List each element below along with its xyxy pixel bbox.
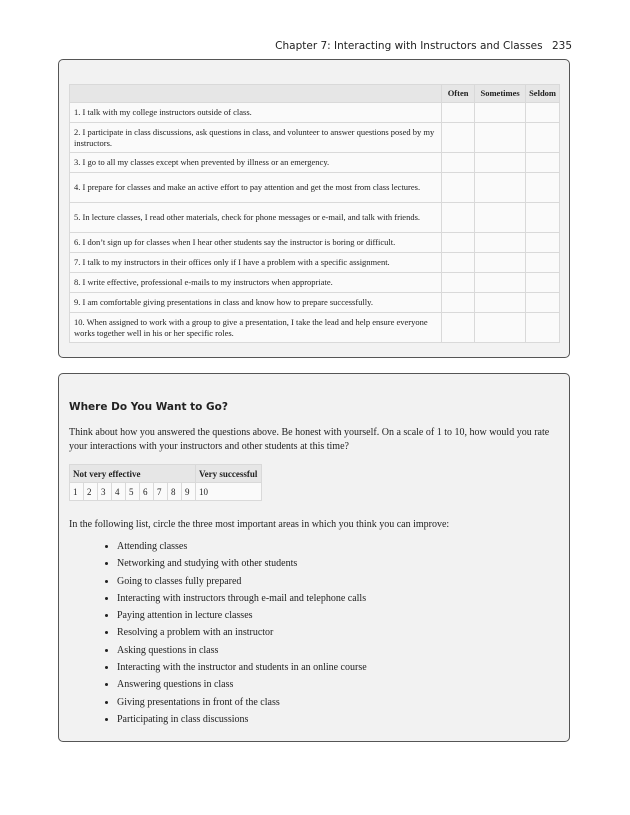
- answer-cell-seldom[interactable]: [526, 153, 560, 173]
- question-text: 9. I am comfortable giving presentations in class and know how to prepare successfully.: [70, 293, 442, 313]
- rating-option[interactable]: 6: [140, 483, 154, 501]
- list-item[interactable]: • Resolving a problem with an instructor: [117, 624, 367, 641]
- list-item[interactable]: • Paying attention in lecture classes: [117, 607, 367, 624]
- self-assessment-table: [69, 84, 560, 343]
- question-text: 2. I participate in class discussions, ask questions in class, and volunteer to answer questions posed by my instructors.: [70, 123, 442, 153]
- list-item[interactable]: • Participating in class discussions: [117, 711, 367, 728]
- table-row: [70, 293, 560, 313]
- list-item[interactable]: • Attending classes: [117, 538, 367, 555]
- table-row: [70, 313, 560, 343]
- answer-cell-sometimes[interactable]: [475, 253, 526, 273]
- self-assessment-box: [58, 59, 570, 358]
- answer-cell-sometimes[interactable]: [475, 173, 526, 203]
- rating-option[interactable]: 4: [112, 483, 126, 501]
- rating-scale-header-row: [70, 465, 262, 483]
- answer-cell-seldom[interactable]: [526, 313, 560, 343]
- question-text: 4. I prepare for classes and make an active effort to pay attention and get the most from class lectures.: [70, 173, 442, 203]
- table-header-row: [70, 85, 560, 103]
- answer-cell-often[interactable]: [442, 153, 475, 173]
- table-row: [70, 203, 560, 233]
- column-header-often: Often: [442, 85, 475, 103]
- rating-option[interactable]: 9: [182, 483, 196, 501]
- table-row: [70, 123, 560, 153]
- rating-option[interactable]: 7: [154, 483, 168, 501]
- answer-cell-often[interactable]: [442, 203, 475, 233]
- high-label: Very successful: [196, 465, 262, 483]
- column-header-question: [70, 85, 442, 103]
- list-item[interactable]: • Going to classes fully prepared: [117, 573, 367, 590]
- table-row: [70, 173, 560, 203]
- question-text: 8. I write effective, professional e-mails to my instructors when appropriate.: [70, 273, 442, 293]
- chapter-title: Chapter 7: Interacting with Instructors and Classes: [275, 40, 543, 52]
- table-row: [70, 233, 560, 253]
- rating-option[interactable]: 8: [168, 483, 182, 501]
- answer-cell-often[interactable]: [442, 273, 475, 293]
- answer-cell-seldom[interactable]: [526, 233, 560, 253]
- rating-option[interactable]: 5: [126, 483, 140, 501]
- column-header-sometimes: Sometimes: [475, 85, 526, 103]
- answer-cell-often[interactable]: [442, 253, 475, 273]
- section-title: Where Do You Want to Go?: [69, 401, 228, 413]
- question-text: 10. When assigned to work with a group to give a presentation, I take the lead and help ensure everyone works together well in his or her specific roles.: [70, 313, 442, 343]
- low-label: Not very effective: [70, 465, 196, 483]
- answer-cell-seldom[interactable]: [526, 293, 560, 313]
- table-row: [70, 103, 560, 123]
- table-row: [70, 273, 560, 293]
- list-item[interactable]: • Giving presentations in front of the class: [117, 694, 367, 711]
- table-row: [70, 253, 560, 273]
- answer-cell-often[interactable]: [442, 103, 475, 123]
- list-item[interactable]: • Interacting with the instructor and students in an online course: [117, 659, 367, 676]
- list-item[interactable]: • Interacting with instructors through e-mail and telephone calls: [117, 590, 367, 607]
- rating-scale-table: [69, 464, 262, 501]
- answer-cell-sometimes[interactable]: [475, 293, 526, 313]
- answer-cell-sometimes[interactable]: [475, 273, 526, 293]
- question-text: 1. I talk with my college instructors outside of class.: [70, 103, 442, 123]
- rating-option[interactable]: 1: [70, 483, 84, 501]
- list-intro: In the following list, circle the three most important areas in which you think you can improve:: [69, 519, 450, 530]
- list-item[interactable]: • Answering questions in class: [117, 676, 367, 693]
- answer-cell-sometimes[interactable]: [475, 103, 526, 123]
- improvement-areas-list: [101, 538, 367, 728]
- answer-cell-seldom[interactable]: [526, 273, 560, 293]
- answer-cell-often[interactable]: [442, 233, 475, 253]
- rating-option[interactable]: 10: [196, 483, 262, 501]
- question-text: 7. I talk to my instructors in their offices only if I have a problem with a specific assignment.: [70, 253, 442, 273]
- list-item[interactable]: • Networking and studying with other students: [117, 555, 367, 572]
- intro-paragraph: Think about how you answered the questions above. Be honest with yourself. On a scale of 1 to 10, how would you rate your interactions with your instructors and other students at this time?: [69, 427, 550, 452]
- answer-cell-sometimes[interactable]: [475, 313, 526, 343]
- rating-scale-numbers-row: [70, 483, 262, 501]
- column-header-seldom: Seldom: [526, 85, 560, 103]
- question-text: 3. I go to all my classes except when prevented by illness or an emergency.: [70, 153, 442, 173]
- answer-cell-seldom[interactable]: [526, 173, 560, 203]
- table-row: [70, 153, 560, 173]
- question-text: 6. I don’t sign up for classes when I hear other students say the instructor is boring or difficult.: [70, 233, 442, 253]
- where-do-you-want-to-go-box: [58, 373, 570, 742]
- answer-cell-often[interactable]: [442, 293, 475, 313]
- answer-cell-often[interactable]: [442, 123, 475, 153]
- answer-cell-sometimes[interactable]: [475, 203, 526, 233]
- answer-cell-often[interactable]: [442, 313, 475, 343]
- answer-cell-sometimes[interactable]: [475, 153, 526, 173]
- page-number: 235: [551, 40, 572, 52]
- answer-cell-seldom[interactable]: [526, 203, 560, 233]
- answer-cell-sometimes[interactable]: [475, 123, 526, 153]
- page-header: [275, 40, 572, 52]
- rating-option[interactable]: 2: [84, 483, 98, 501]
- rating-option[interactable]: 3: [98, 483, 112, 501]
- answer-cell-often[interactable]: [442, 173, 475, 203]
- answer-cell-seldom[interactable]: [526, 103, 560, 123]
- answer-cell-seldom[interactable]: [526, 123, 560, 153]
- question-text: 5. In lecture classes, I read other materials, check for phone messages or e-mail, and talk with friends.: [70, 203, 442, 233]
- list-item[interactable]: • Asking questions in class: [117, 642, 367, 659]
- answer-cell-seldom[interactable]: [526, 253, 560, 273]
- answer-cell-sometimes[interactable]: [475, 233, 526, 253]
